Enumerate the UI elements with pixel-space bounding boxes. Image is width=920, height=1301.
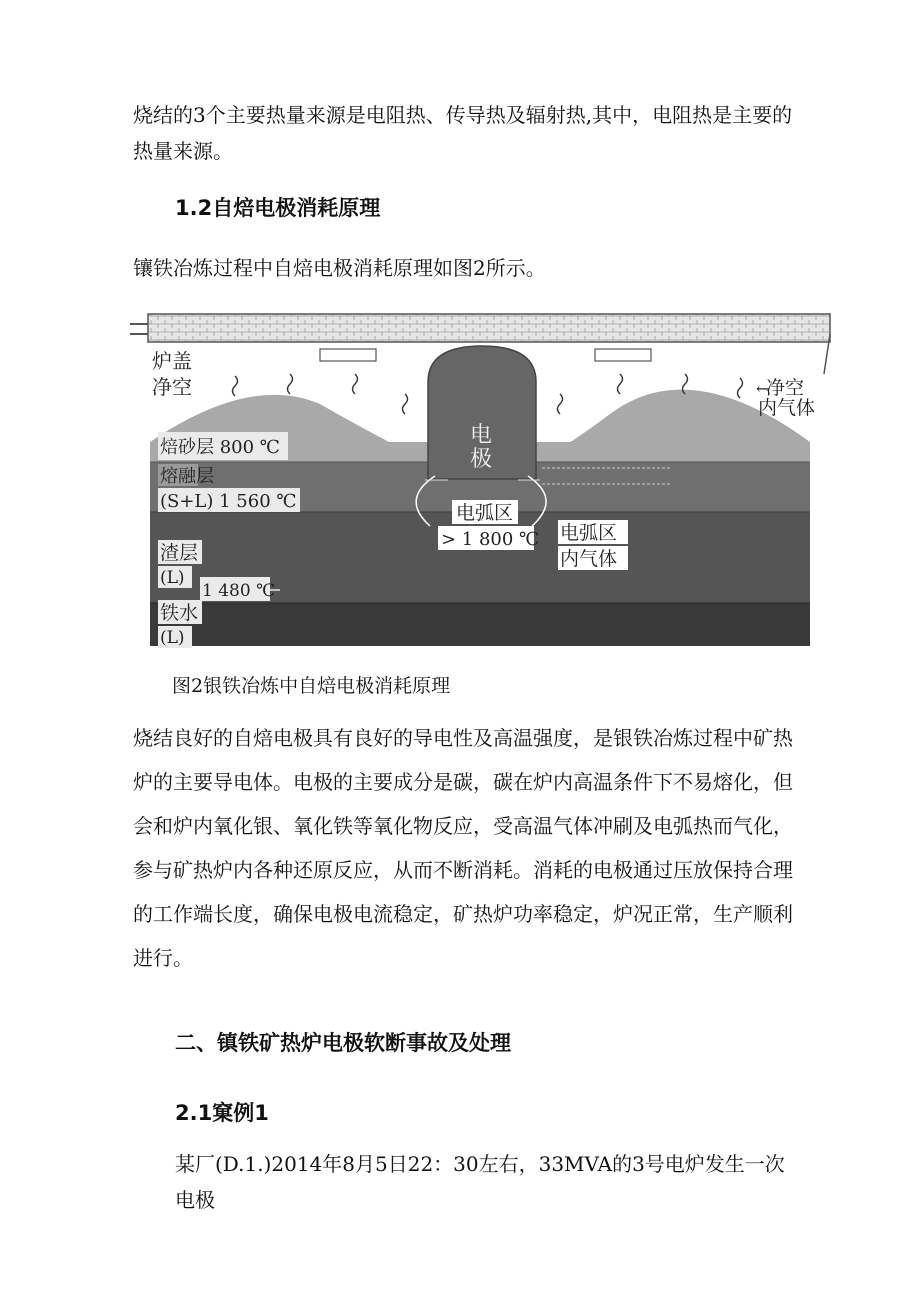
label-iron-2: (L)	[160, 628, 185, 648]
label-arc-1: 电弧区	[456, 502, 514, 524]
label-arc-2: > 1 800 ℃	[441, 529, 540, 550]
label-arc-gas-2: 内气体	[560, 548, 618, 570]
section-heading-1-2: 1.2自焙电极消耗原理	[175, 196, 381, 220]
label-electrode-1: 电	[470, 423, 493, 448]
label-right-gas-2: 内气体	[758, 397, 816, 419]
label-iron-1: 铁水	[160, 602, 199, 624]
label-melt-1: 熔融层	[160, 466, 214, 487]
section-heading-2: 二、镇铁矿热炉电极软断事故及处理	[175, 1031, 511, 1055]
paragraph-electrode-description: 烧结良好的自焙电极具有良好的导电性及高温强度，是银铁冶炼过程中矿热炉的主要导电体。电极的主要成分是碳，碳在炉内高温条件下不易熔化，但会和炉内氧化银、氧化铁等氧化物反应，受高温气体冲刷及电弧热而气化，参与矿热炉内各种还原反应，从而不断消耗。消耗的电极通过压放保持合理的工作端长度，确保电极电流稳定，矿热炉功率稳定，炉况正常，生产顺利进行。	[133, 726, 793, 970]
label-sinter-layer: 焙砂层 800 ℃	[160, 437, 280, 458]
figure-electrode-consumption-diagram	[130, 304, 842, 652]
label-arc-gas-1: 电弧区	[560, 522, 618, 544]
paragraph-heat-sources: 烧结的3个主要热量来源是电阻热、传导热及辐射热,其中，电阻热是主要的热量来源。	[133, 103, 793, 163]
diagram-svg	[130, 304, 842, 652]
svg-text:←: ←	[756, 379, 770, 398]
label-lid-2: 净空	[152, 375, 192, 399]
lid-vent-left	[320, 349, 376, 361]
label-melt-2: (S+L) 1 560 ℃	[160, 491, 297, 512]
label-lid-1: 炉盖	[152, 349, 192, 373]
label-slag-1: 渣层	[160, 542, 199, 564]
section-heading-2-1: 2.1窠例1	[175, 1101, 269, 1125]
label-electrode-2: 极	[470, 447, 493, 472]
paragraph-case-1: 某厂(D.1.)2014年8月5日22：30左右，33MVA的3号电炉发生一次电极	[175, 1152, 785, 1212]
label-right-gas-1: 净空	[766, 377, 805, 399]
figure-caption: 图2银铁冶炼中自焙电极消耗原理	[172, 675, 451, 697]
furnace-lid	[148, 314, 830, 342]
lid-vent-right	[595, 349, 651, 361]
label-slag-temp: 1 480 ℃	[202, 581, 276, 601]
label-slag-2: (L)	[160, 568, 185, 588]
iron-layer	[150, 602, 810, 646]
paragraph-figure-intro: 镶铁冶炼过程中自焙电极消耗原理如图2所示。	[133, 256, 546, 280]
